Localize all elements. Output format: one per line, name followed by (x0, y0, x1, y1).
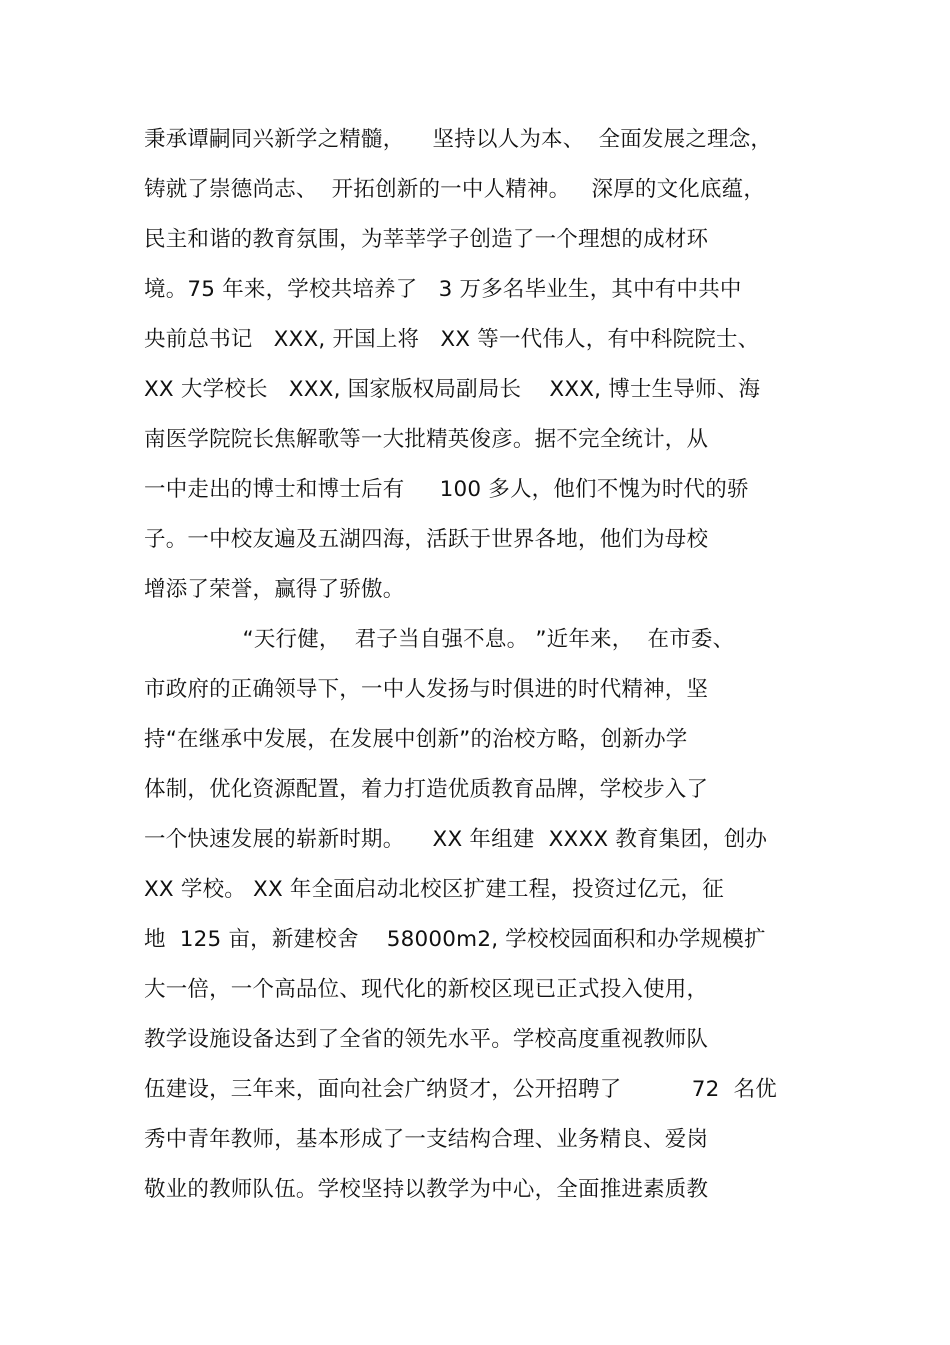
text-line: 一个快速发展的崭新时期。 XX 年组建 XXXX 教育集团，创办 (144, 827, 768, 852)
text-line: 南医学院院长焦解歌等一大批精英俊彦。据不完全统计，从 (144, 427, 709, 452)
text-line: 教学设施设备达到了全省的领先水平。学校高度重视教师队 (144, 1027, 709, 1052)
text-line: XX 学校。 XX 年全面启动北校区扩建工程，投资过亿元，征 (144, 877, 724, 902)
text-line: 央前总书记 XXX, 开国上将 XX 等一代伟人，有中科院院士、 (144, 327, 760, 352)
text-line: 持“在继承中发展，在发展中创新”的治校方略，创新办学 (144, 727, 688, 752)
text-line: 子。一中校友遍及五湖四海，活跃于世界各地，他们为母校 (144, 527, 709, 552)
text-line: XX 大学校长 XXX, 国家版权局副局长 XXX, 博士生导师、海 (144, 377, 761, 402)
text-line: 体制，优化资源配置，着力打造优质教育品牌，学校步入了 (144, 777, 709, 802)
text-line: 秀中青年教师，基本形成了一支结构合理、业务精良、爱岗 (144, 1127, 709, 1152)
text-line: 地 125 亩，新建校舍 58000m2, 学校校园面积和办学规模扩 (144, 927, 766, 952)
body-text (144, 118, 844, 1218)
text-line: 敬业的教师队伍。学校坚持以教学为中心，全面推进素质教 (144, 1177, 709, 1202)
text-line: 市政府的正确领导下，一中人发扬与时俱进的时代精神，坚 (144, 677, 709, 702)
text-line: 铸就了崇德尚志、 开拓创新的一中人精神。 深厚的文化底蕴， (144, 177, 766, 202)
text-line: 一中走出的博士和博士后有 100 多人，他们不愧为时代的骄 (144, 477, 749, 502)
text-line: 秉承谭嗣同兴新学之精髓， 坚持以人为本、 全面发展之理念， (144, 127, 773, 152)
text-line: 境。75 年来，学校共培养了 3 万多名毕业生，其中有中共中 (144, 277, 742, 302)
text-line: 大一倍，一个高品位、现代化的新校区现已正式投入使用， (144, 977, 709, 1002)
text-line: 民主和谐的教育氛围，为莘莘学子创造了一个理想的成材环 (144, 227, 709, 252)
text-line: 伍建设，三年来，面向社会广纳贤才，公开招聘了 72 名优 (144, 1077, 777, 1102)
text-line: 增添了荣誉，赢得了骄傲。 (144, 577, 405, 602)
text-line: “天行健， 君子当自强不息。 ”近年来， 在市委、 (144, 627, 735, 652)
